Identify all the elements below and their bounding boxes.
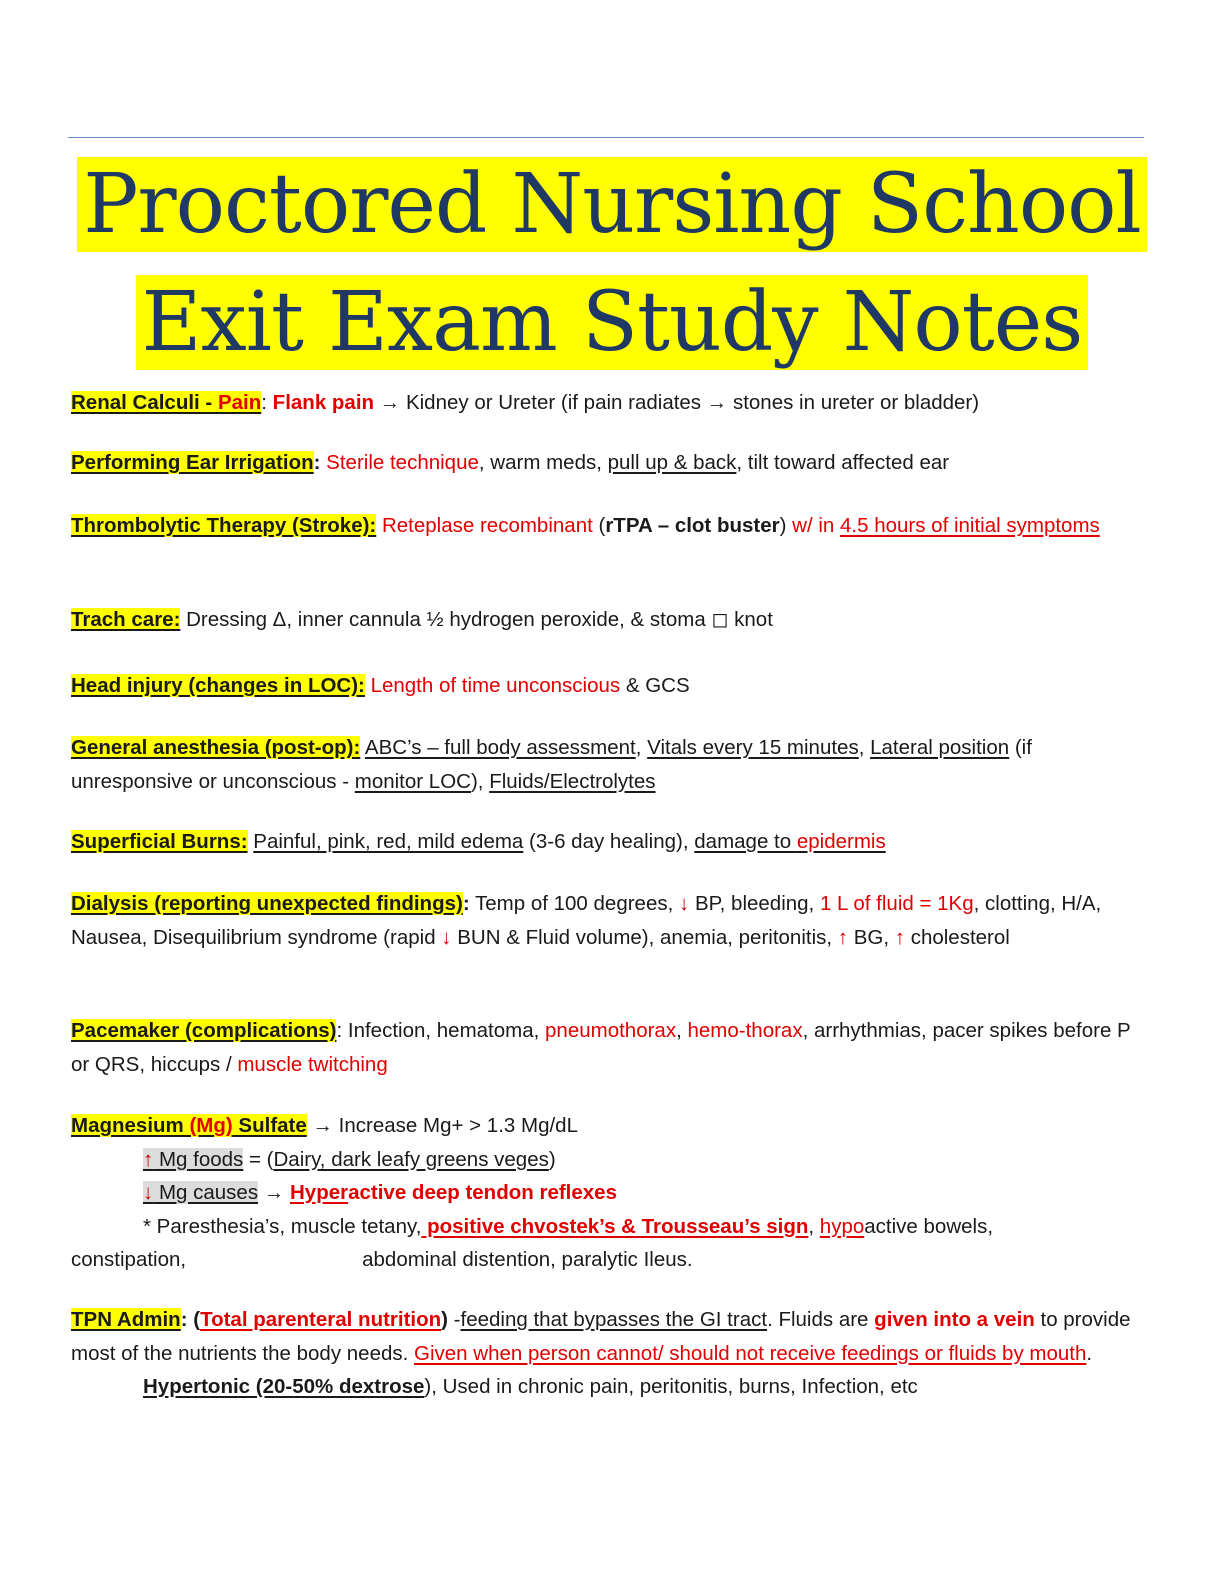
note-label: Dialysis (reporting unexpected findings) xyxy=(71,892,463,915)
arrow-up-icon: ↑ xyxy=(837,925,849,949)
arrow-up-icon: ↑ xyxy=(894,925,905,949)
title-line-2: Exit Exam Study Notes xyxy=(136,275,1089,370)
note-trach-care: Trach care: Dressing Δ, inner cannula ½ hydrogen peroxide, & stoma ◻ knot xyxy=(71,608,773,631)
note-tpn-admin: TPN Admin: (Total parenteral nutrition) -feeding that bypasses the GI tract. Fluids are given into a vein to provide most of the nutrients the body needs. Given when person cannot/ should not receive feedings or fluids by mouth. Hypertonic (20-50% dextrose), Used in chronic pain, peritonitis, burns, Infection, etc xyxy=(71,1308,1131,1398)
note-label: Renal Calculi - Pain xyxy=(71,391,262,414)
page-title xyxy=(60,146,1164,382)
note-magnesium-sulfate: Magnesium (Mg) Sulfate → Increase Mg+ > 1.3 Mg/dL ↑ Mg foods = (Dairy, dark leafy greens veges) ↓ Mg causes → Hyperactive deep tendon reflexes * Paresthesia’s, muscle tetany, positive chvostek’s & Trousseau’s sign, hypoactive bowels, constipation, abdominal distention, paralytic Ileus. xyxy=(71,1114,994,1271)
arrow-down-icon: ↓ xyxy=(143,1181,154,1204)
note-label: General anesthesia (post-op): xyxy=(71,736,361,759)
note-dialysis: Dialysis (reporting unexpected findings): Temp of 100 degrees, ↓ BP, bleeding, 1 L of fluid = 1Kg, clotting, H/A, Nausea, Disequilibrium syndrome (rapid ↓ BUN & Fluid volume), anemia, peritonitis, ↑ BG, ↑ cholesterol xyxy=(71,892,1102,949)
note-label: Magnesium (Mg) Sulfate xyxy=(71,1114,307,1137)
header-rule xyxy=(68,137,1144,138)
note-label: Trach care: xyxy=(71,608,181,631)
note-label: TPN Admin xyxy=(71,1308,181,1331)
mg-causes-label: ↓ Mg causes xyxy=(143,1181,259,1204)
note-label: Performing Ear Irrigation xyxy=(71,451,314,474)
title-line-1: Proctored Nursing School xyxy=(77,157,1147,252)
note-head-injury: Head injury (changes in LOC): Length of time unconscious & GCS xyxy=(71,674,690,697)
note-pacemaker: Pacemaker (complications): Infection, hematoma, pneumothorax, hemo-thorax, arrhythmias, pacer spikes before P or QRS, hiccups / muscle twitching xyxy=(71,1019,1131,1076)
note-label: Pacemaker (complications) xyxy=(71,1019,337,1042)
note-ear-irrigation: Performing Ear Irrigation: Sterile technique, warm meds, pull up & back, tilt toward affected ear xyxy=(71,451,950,474)
arrow-down-icon: ↓ xyxy=(679,892,690,915)
note-label: Superficial Burns: xyxy=(71,830,248,853)
mg-foods-label: ↑ Mg foods xyxy=(143,1147,244,1171)
note-thrombolytic-therapy: Thrombolytic Therapy (Stroke): Reteplase recombinant (rTPA – clot buster) w/ in 4.5 hours of initial symptoms xyxy=(71,514,1100,537)
note-superficial-burns: Superficial Burns: Painful, pink, red, mild edema (3-6 day healing), damage to epidermis xyxy=(71,830,886,853)
arrow-up-icon: ↑ xyxy=(143,1147,154,1171)
note-label: Head injury (changes in LOC): xyxy=(71,674,365,697)
note-renal-calculi: Renal Calculi - Pain: Flank pain → Kidney or Ureter (if pain radiates → stones in ureter or bladder) xyxy=(71,391,980,414)
arrow-down-icon: ↓ xyxy=(441,925,452,949)
note-label: Thrombolytic Therapy (Stroke): xyxy=(71,514,377,537)
note-general-anesthesia: General anesthesia (post-op): ABC’s – full body assessment, Vitals every 15 minutes, Lateral position (if unresponsive or unconscious - monitor LOC), Fluids/Electrolytes xyxy=(71,736,1032,793)
